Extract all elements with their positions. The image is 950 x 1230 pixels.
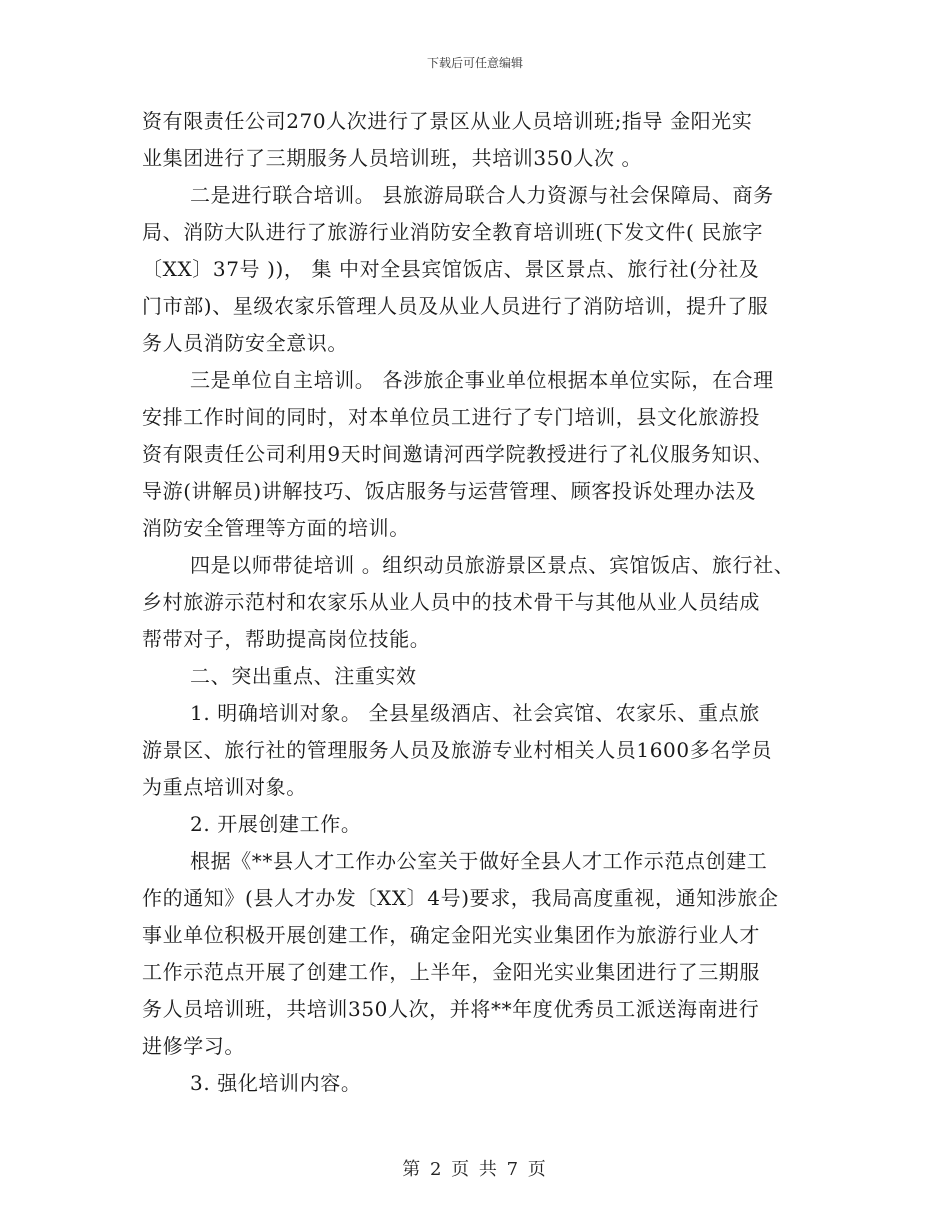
page-header: 下载后可任意编辑 — [426, 56, 523, 70]
text-line: 帮带对子，帮助提高岗位技能。 — [142, 627, 431, 651]
text-line: 〔XX〕37号 ))， 集 中对全县宾馆饭店、景区景点、旅行社(分社及 — [142, 257, 760, 281]
text-line: 进修学习。 — [142, 1034, 245, 1058]
text-line: 导游(讲解员)讲解技巧、饭店服务与运营管理、顾客投诉处理办法及 — [142, 479, 757, 503]
text-line: 资有限责任公司270人次进行了景区从业人员培训班;指导 金阳光实 — [142, 109, 753, 133]
text-line: 游景区、旅行社的管理服务人员及旅游专业村相关人员1600多名学员 — [142, 738, 773, 762]
text-line: 2. 开展创建工作。 — [190, 812, 362, 836]
text-line: 根据《**县人才工作办公室关于做好全县人才工作示范点创建工 — [190, 849, 768, 873]
text-line: 局、消防大队进行了旅游行业消防安全教育培训班(下发文件( 民旅字 — [142, 220, 764, 244]
text-line: 二、突出重点、注重实效 — [190, 664, 417, 688]
text-line: 工作示范点开展了创建工作，上半年，金阳光实业集团进行了三期服 — [142, 960, 760, 984]
text-line: 为重点培训对象。 — [142, 775, 307, 799]
text-line: 门市部)、星级农家乐管理人员及从业人员进行了消防培训，提升了服 — [142, 294, 769, 318]
text-line: 消防安全管理等方面的培训。 — [142, 516, 410, 540]
text-line: 三是单位自主培训。 各涉旅企事业单位根据本单位实际，在合理 — [190, 368, 774, 392]
text-line: 1. 明确培训对象。 全县星级酒店、社会宾馆、农家乐、重点旅 — [190, 701, 760, 725]
text-line: 事业单位积极开展创建工作，确定金阳光实业集团作为旅游行业人才 — [142, 923, 760, 947]
text-line: 二是进行联合培训。 县旅游局联合人力资源与社会保障局、商务 — [190, 183, 774, 207]
text-line: 作的通知》(县人才办发〔XX〕4号)要求，我局高度重视，通知涉旅企 — [142, 886, 779, 910]
text-line: 乡村旅游示范村和农家乐从业人员中的技术骨干与其他从业人员结成 — [142, 590, 760, 614]
page-number: 第 2 页 共 7 页 — [402, 1159, 548, 1180]
text-line: 务人员消防安全意识。 — [142, 331, 348, 355]
text-line: 四是以师带徒培训 。组织动员旅游景区景点、宾馆饭店、旅行社、 — [190, 553, 795, 577]
text-line: 3. 强化培训内容。 — [190, 1071, 362, 1095]
text-line: 务人员培训班，共培训350人次，并将**年度优秀员工派送海南进行 — [142, 997, 760, 1021]
text-line: 安排工作时间的同时，对本单位员工进行了专门培训，县文化旅游投 — [142, 405, 760, 429]
text-line: 业集团进行了三期服务人员培训班，共培训350人次 。 — [142, 146, 643, 170]
text-line: 资有限责任公司利用9天时间邀请河西学院教授进行了礼仪服务知识、 — [142, 442, 774, 466]
document-body — [142, 103, 822, 1102]
